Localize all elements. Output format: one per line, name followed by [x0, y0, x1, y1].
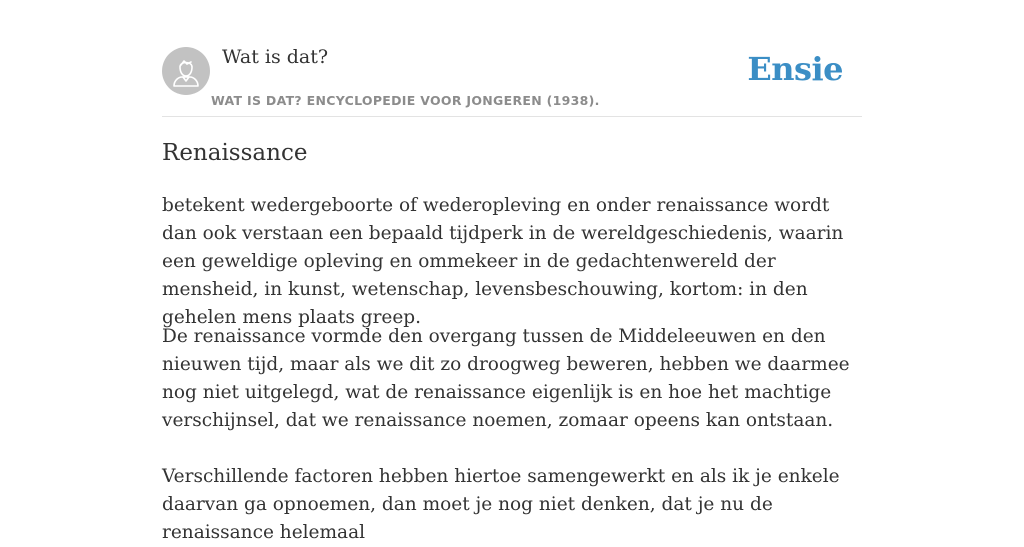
article-title: Renaissance: [162, 140, 308, 166]
user-icon: [162, 47, 210, 95]
source-name-link[interactable]: Wat is dat?: [222, 46, 329, 68]
article-paragraph-2: De renaissance vormde den overgang tussen de Middeleeuwen en den nieuwen tijd, maar als we dit zo droogweg beweren, hebben we daarmee nog niet uitgelegd, wat de renaissance eigenlijk is en hoe het machtige verschijnsel, dat we renaissance noemen, zomaar opeens kan ontstaan.: [162, 326, 850, 431]
article-paragraph-3: Verschillende factoren hebben hiertoe samengewerkt en als ik je enkele daarvan ga opnoemen, dan moet je nog niet denken, dat je nu de renaissance helemaal: [162, 466, 840, 543]
ensie-logo[interactable]: Ensie: [747, 50, 843, 88]
article-paragraph-1: betekent wedergeboorte of wederopleving en onder renaissance wordt dan ook verstaan een bepaald tijdperk in de wereldgeschiedenis, waarin een geweldige opleving en ommekeer in de gedachtenwereld der mensheid, in kunst, wetenschap, levensbeschouwing, kortom: in den gehelen mens plaats greep.: [162, 195, 844, 328]
page-container: [162, 0, 862, 543]
source-subtitle-link[interactable]: WAT IS DAT? ENCYCLOPEDIE VOOR JONGEREN (1938).: [211, 93, 600, 108]
avatar[interactable]: [162, 47, 210, 95]
source-header: [162, 0, 862, 117]
